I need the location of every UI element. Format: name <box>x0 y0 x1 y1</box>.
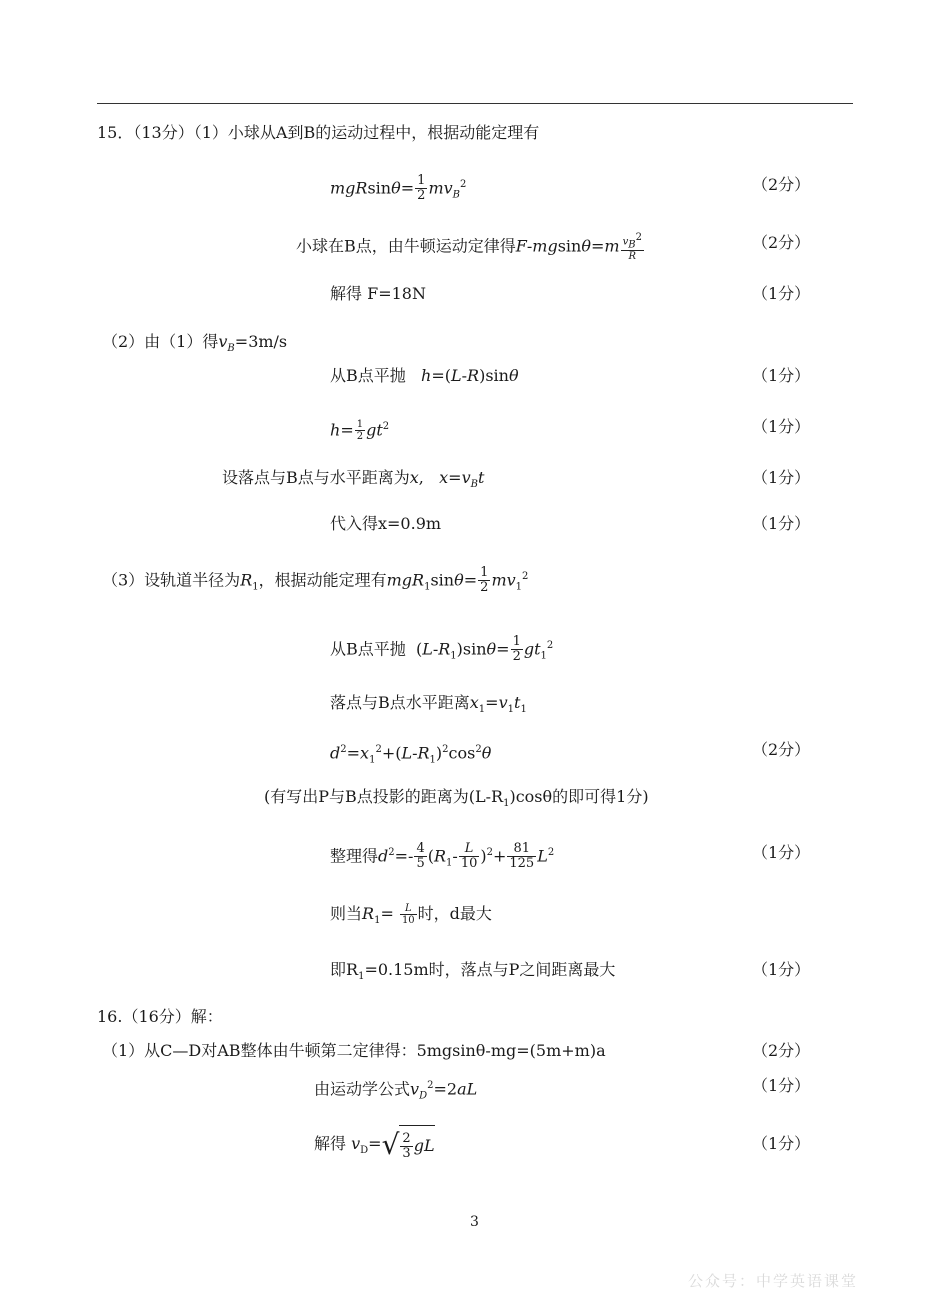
score: （1分） <box>752 1134 811 1153</box>
eq-x-result: 代入得x=0.9m <box>330 514 442 533</box>
scoring-note: (有写出P与B点投影的距离为$(L-R_1)\cos\theta$的即可得1分) <box>264 787 649 810</box>
eq-arranged: 整理得$d^2=-$ $\frac{4}{5}$ ($R_1-$ $\frac{L}{10}$ )$^2$+ $\frac{81}{125}$ $L^2$ <box>330 841 555 872</box>
sqrt-sign: √ $\frac{2}{3}$ gL <box>382 1125 435 1164</box>
eq-kinematics: 由运动学公式$v_D^2=2aL$ <box>314 1079 478 1102</box>
eq-label: 由运动学公式 <box>314 1079 411 1099</box>
part-label-tail: ，根据动能定理有 <box>258 570 387 590</box>
eq-label: 则当 <box>330 904 363 923</box>
watermark: 公众号：中学英语课堂 <box>688 1272 859 1290</box>
eq-solve-f: 解得 F=18N <box>330 284 426 303</box>
eq-label: 设落点与B点与水平距离为 <box>222 468 410 487</box>
score: （2分） <box>752 175 811 194</box>
eq-horizontal2: 落点与B点水平距离$x_1=v_1t_1$ <box>330 693 527 716</box>
page-number: 3 <box>470 1214 479 1230</box>
eq-d-squared: $d^2=x_1^2+(L-R_1)^2\cos^2\theta$ <box>330 743 492 766</box>
p15-part3: （3）设轨道半径为$R_1$，根据动能定理有mgR$_1$sinθ= $\frac{1}{2}$ $mv_1^2$ <box>102 565 529 596</box>
score: （1分） <box>752 468 811 487</box>
score: （1分） <box>752 417 811 436</box>
eq-label: 从B点平抛 <box>330 366 406 385</box>
eq-max-condition: 则当$R_1=$ $\frac{L}{10}$ 时，d最大 <box>330 903 492 927</box>
score: （2分） <box>752 1041 811 1060</box>
final-tail: =0.15m时，落点与P之间距离最大 <box>364 960 616 979</box>
score: （2分） <box>752 233 811 252</box>
eq-label: 解得 <box>314 1134 352 1153</box>
p16-part1: （1）从C—D对AB整体由牛顿第二定律得：5mgsinθ-mg=(5m+m)a <box>102 1041 606 1060</box>
header-rule <box>97 103 853 104</box>
score: （1分） <box>752 843 811 862</box>
score: （1分） <box>752 1076 811 1095</box>
eq-throw2: 从B点平抛 $(L-R_1)\sin\theta=$ $\frac{1}{2}$ $gt_1^2$ <box>330 634 554 665</box>
score: （1分） <box>752 960 811 979</box>
p15-part2: （2）由（1）得$v_B=3m/s$ <box>102 332 288 355</box>
eq-vd: 解得 $v_D=√$ $\frac{2}{3}$ gL <box>314 1125 435 1169</box>
eq-fall: h= $\frac{1}{2}$ $gt^2$ <box>330 419 390 443</box>
eq-label: 落点与B点水平距离 <box>330 693 470 712</box>
score: （2分） <box>752 740 811 759</box>
eq-label: 整理得 <box>330 846 379 866</box>
score: （1分） <box>752 366 811 385</box>
note-tail: )cosθ的即可得1分) <box>509 787 649 806</box>
score: （1分） <box>752 284 811 303</box>
eq-label: 从B点平抛 <box>330 639 406 659</box>
eq-horizontal: 设落点与B点与水平距离为x, $x=v_Bt$ <box>222 468 485 491</box>
eq-final: 即$R_1=0.15m$时，落点与P之间距离最大 <box>330 960 616 983</box>
score: （1分） <box>752 514 811 533</box>
note-head: (有写出P与B点投影的距离为(L-R <box>264 787 504 806</box>
final-head: 即R <box>330 960 359 979</box>
eq-height: 从B点平抛 h=(L-R)sinθ <box>330 366 519 385</box>
eq-label: 小球在B点，由牛顿运动定律得 <box>296 236 516 256</box>
p16-title: 16.（16分）解： <box>97 1007 223 1026</box>
p15-intro: 15．（13分）（1）小球从A到B的运动过程中，根据动能定理有 <box>97 123 540 142</box>
part-label: （2）由（1）得 <box>102 332 219 351</box>
part-label: （3）设轨道半径为 <box>102 570 241 590</box>
eq-energy-1: mgRsinθ= $\frac{1}{2}$ $mv_B^2$ <box>330 173 467 204</box>
eq-newton-b: 小球在B点，由牛顿运动定律得F-mgsinθ=m $\frac{v_B^2}{R}$ <box>296 232 642 263</box>
eq-label-tail: 时，d最大 <box>417 904 492 923</box>
